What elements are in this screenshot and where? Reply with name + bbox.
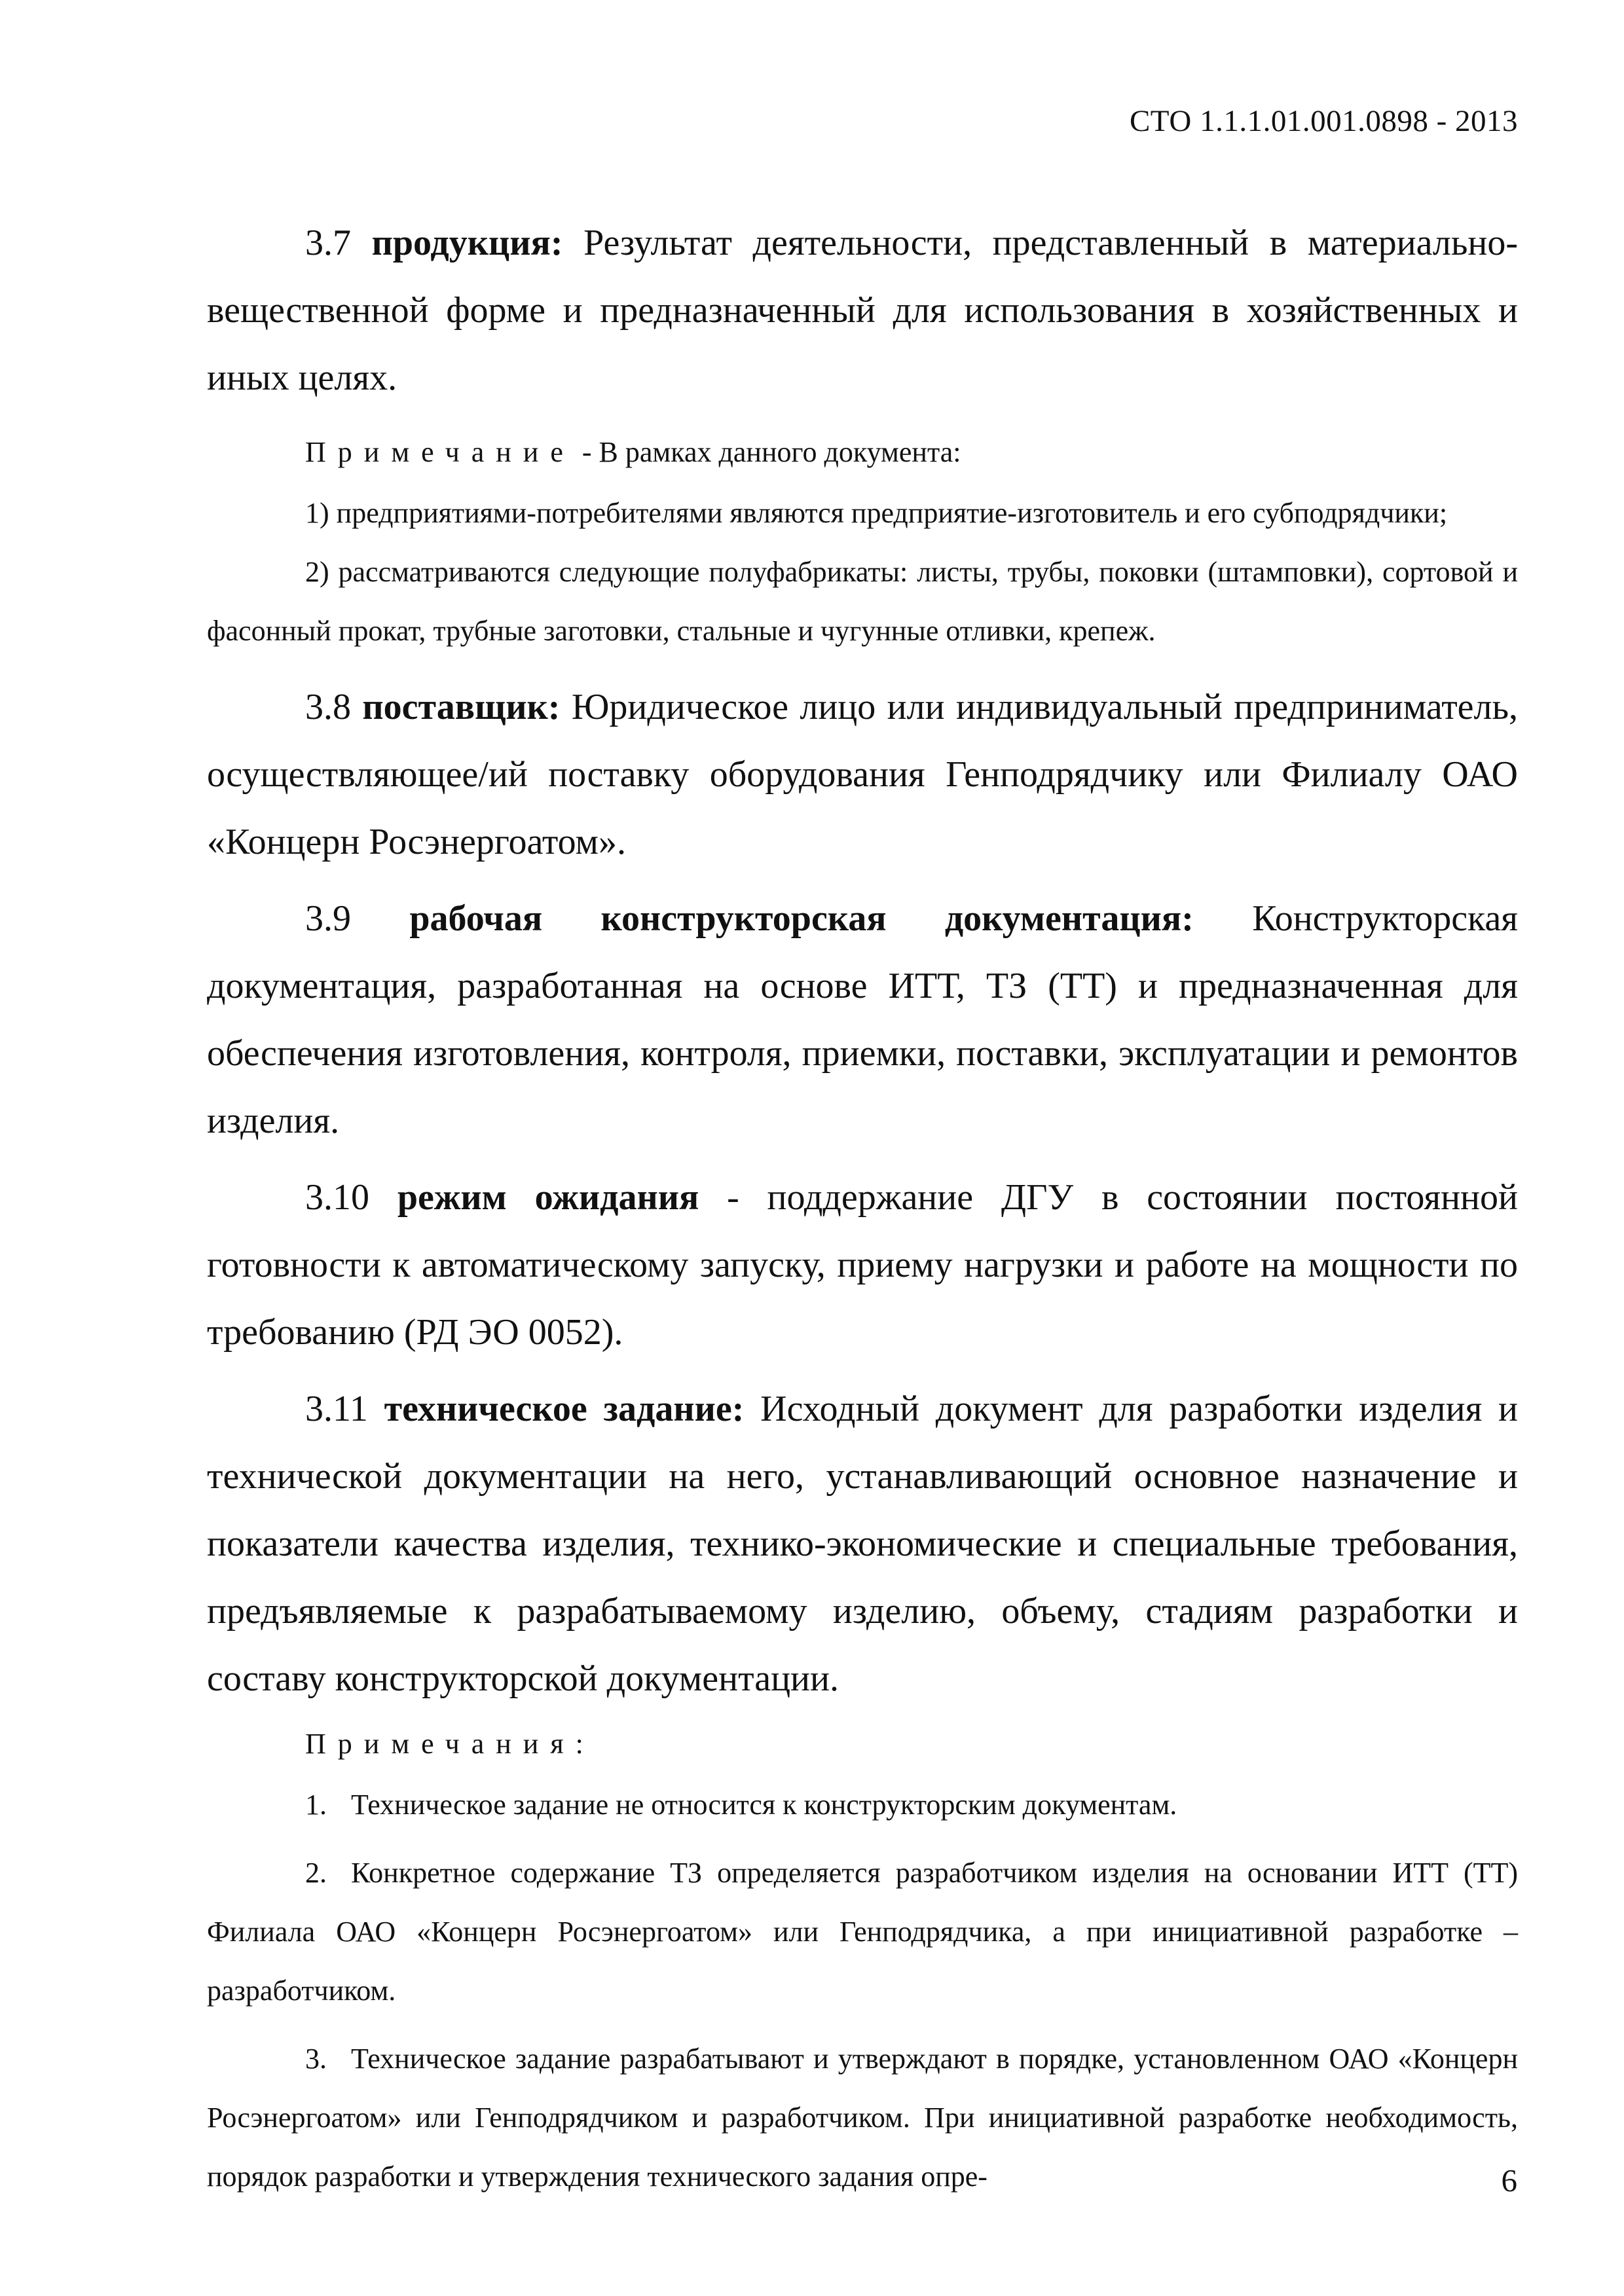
section-number: 3.9 xyxy=(305,898,351,939)
note-item: 1) предприятиями-потребителями являются предприятие-изготовитель и его субподрядчики; xyxy=(305,497,1448,529)
notes-label: Примечания: xyxy=(305,1728,595,1760)
section-3-11 xyxy=(207,1376,1518,1713)
note-item xyxy=(207,2030,1518,2206)
section-3-9 xyxy=(207,885,1518,1155)
document-body xyxy=(207,210,1518,2206)
note-number: 1. xyxy=(305,1789,327,1821)
section-number: 3.11 xyxy=(305,1389,368,1429)
note-item xyxy=(207,1776,1518,1834)
note-text: Конкретное содержание ТЗ определяется разработчиком изделия на основании ИТТ (ТТ) Филиала ОАО «Концерн Росэнергоатом» или Генподрядчика, а при инициативной разработке – разработчиком. xyxy=(207,1857,1518,2007)
term: рабочая конструкторская документация: xyxy=(409,898,1194,939)
definition: Юридическое лицо или индивидуальный предприниматель, осуществляющее/ий поставку оборудования Генподрядчику или Филиалу ОАО «Концерн Росэнергоатом». xyxy=(207,687,1519,862)
section-number: 3.8 xyxy=(305,687,351,727)
definition: Результат деятельности, представленный в материально-вещественной форме и предназначенный для использования в хозяйственных и иных целях. xyxy=(207,223,1519,398)
section-3-10 xyxy=(207,1164,1518,1366)
term: техническое задание: xyxy=(384,1389,745,1429)
section-3-8 xyxy=(207,674,1518,876)
note-item xyxy=(207,1844,1518,2020)
section-number: 3.10 xyxy=(305,1177,369,1218)
term: режим ожидания xyxy=(397,1177,699,1218)
definition: Конструкторская документация, разработанная на основе ИТТ, ТЗ (ТТ) и предназначенная для обеспечения изготовления, контроля, приемки, поставки, эксплуатации и ремонтов изделия. xyxy=(207,898,1519,1141)
term: продукция: xyxy=(371,223,563,263)
note-text: Техническое задание разрабатывают и утверждают в порядке, установленном ОАО «Концерн Росэнергоатом» или Генподрядчиком и разработчиком. При инициативной разработке необходимость, порядок разработки и утверждения технического задания опре- xyxy=(207,2043,1518,2193)
page-number: 6 xyxy=(1501,2162,1517,2198)
note-heading xyxy=(207,421,1518,484)
term: поставщик: xyxy=(362,687,561,727)
document-code: СТО 1.1.1.01.001.0898 - 2013 xyxy=(1129,104,1518,138)
note-label: Примечание xyxy=(305,436,575,468)
definition: Исходный документ для разработки изделия и технической документации на него, устанавливающий основное назначение и показатели качества изделия, технико-экономические и специальные требования, предъявляемые к разрабатываемому изделию, объему, стадиям разработки и составу конструкторской документации. xyxy=(207,1389,1519,1699)
notes-heading xyxy=(207,1713,1518,1776)
note-text: - В рамках данного документа: xyxy=(581,436,961,468)
note-number: 3. xyxy=(305,2043,327,2075)
definition: - поддержание ДГУ в состоянии постоянной готовности к автоматическому запуску, приему нагрузки и работе на мощности по требованию (РД ЭО 0052). xyxy=(207,1177,1518,1353)
note-text: Техническое задание не относится к конструкторским документам. xyxy=(351,1789,1177,1821)
section-number: 3.7 xyxy=(305,223,351,263)
section-3-7 xyxy=(207,210,1518,412)
note-number: 2. xyxy=(305,1857,327,1889)
note-item: 2) рассматриваются следующие полуфабрикаты: листы, трубы, поковки (штамповки), сортовой и фасонный прокат, трубные заготовки, стальные и чугунные отливки, крепеж. xyxy=(207,556,1518,647)
